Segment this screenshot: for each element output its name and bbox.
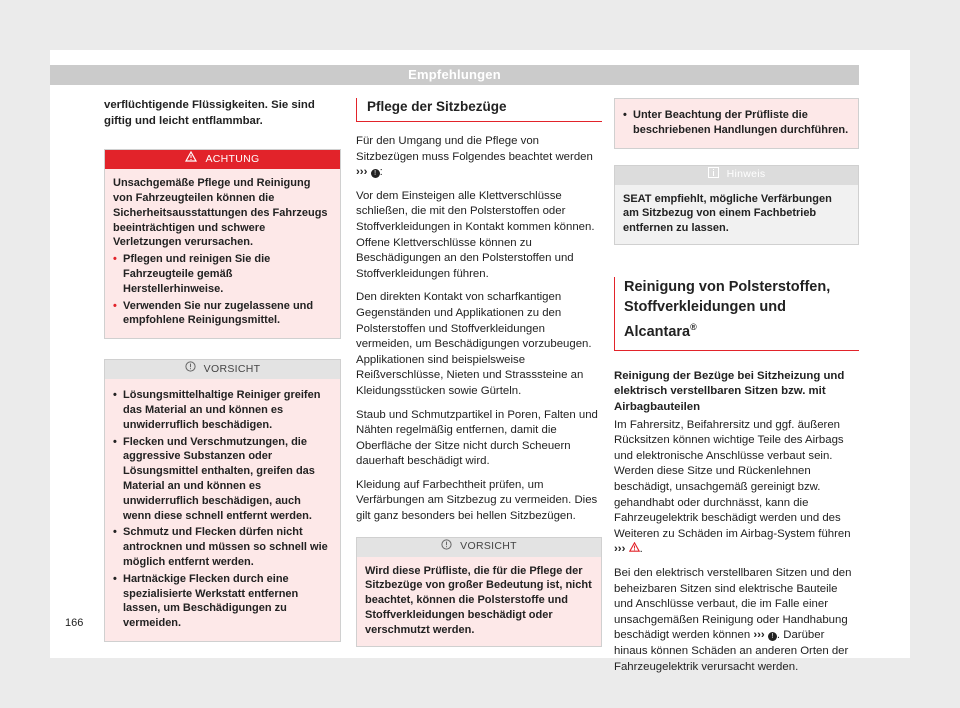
note-box <box>614 165 859 245</box>
list-item: • Flecken und Verschmutzungen, die aggressive Substanzen oder Lösungsmittel enthalten, greifen das Material an und können es unwiderruflich beschädigen, auch wenn diese schnell entfernt werden. <box>113 435 315 522</box>
paragraph: Vor dem Einsteigen alle Klettverschlüsse schließen, die mit den Polsterstoffen oder Stoffverkleidungen in Kontakt kommen können. Offene Klettverschlüsse können zu Beschädigungen an den Polsterstoffen und Stoffverkleidungen führen. <box>356 189 595 280</box>
bullet-box <box>614 98 859 149</box>
note-header <box>615 166 858 185</box>
caution-title: VORSICHT <box>203 362 261 375</box>
paragraph: Für den Umgang und die Pflege von Sitzbezügen muss Folgendes beachtet werden ››› ! : <box>356 135 593 179</box>
caution-box <box>356 537 602 647</box>
section-heading: Reinigung von Polsterstoffen, Stoffverkleidungen und Alcantara® <box>614 277 859 351</box>
note-title: Hinweis <box>726 168 766 181</box>
subheading: Reinigung der Bezüge bei Sitzheizung und elektrisch verstellbaren Sitzen bzw. mit Airbagbauteilen <box>614 369 845 413</box>
paragraph: Kleidung auf Farbechtheit prüfen, um Verfärbungen am Sitzbezug zu vermeiden. Dies gilt ganz besonders bei hellen Sitzbezügen. <box>356 478 598 523</box>
list-item: • Pflegen und reinigen Sie die Fahrzeugteile gemäß Herstellerhinweise. <box>113 253 271 295</box>
warning-header <box>105 150 340 169</box>
intro-text: verflüchtigende Flüssigkeiten. Sie sind giftig und leicht entflammbar. <box>104 99 315 127</box>
note-body: SEAT empfiehlt, mögliche Verfärbungen am Sitzbezug von einem Fachbetrieb entfernen zu lassen. <box>615 185 858 244</box>
caution-circle-icon <box>185 361 196 378</box>
page-header: Empfehlungen <box>50 65 859 85</box>
caution-title: VORSICHT <box>460 540 517 553</box>
warning-body <box>105 169 340 338</box>
reference-icon: ! <box>768 632 777 641</box>
bullet-box-body <box>615 99 858 148</box>
column-2 <box>356 98 602 661</box>
section-heading: Pflege der Sitzbezüge <box>356 98 602 122</box>
list-item: • Schmutz und Flecken dürfen nicht antrocknen und müssen so schnell wie möglich entfernt werden. <box>113 526 328 568</box>
list-item: • Verwenden Sie nur zugelassene und empfohlene Reinigungsmittel. <box>113 299 314 327</box>
reference-icon: ! <box>371 169 380 178</box>
page-number: 166 <box>65 617 84 629</box>
warning-triangle-icon <box>185 151 197 168</box>
paragraph: Bei den elektrisch verstellbaren Sitzen und den beheizbaren Sitzen sind elektrische Bauteile und Anschlüsse verbaut, die im Falle einer unsachgemäßen Reinigung oder Handhabung beschädigt werden können ››› ! . Darüber hinaus können Schäden an anderen Orten der Fahrzeugelektrik verursacht werden. <box>614 566 852 673</box>
warning-box <box>104 149 341 339</box>
column-1 <box>104 98 341 656</box>
paragraph: Staub und Schmutzpartikel in Poren, Falten und Nähten regelmäßig entfernen, damit die Oberfläche der Sitze nicht durch Scheuern dauerhaft beschädigt wird. <box>356 408 598 468</box>
warning-text: Unsachgemäße Pflege und Reinigung von Fahrzeugteilen können die Sicherheitsausstattungen des Fahrzeugs beeinträchtigen und schwere Verletzungen verursachen. <box>113 177 328 249</box>
list-item: • Hartnäckige Flecken durch eine spezialisierte Werkstatt entfernen lassen, um Beschädigungen zu vermeiden. <box>113 572 299 630</box>
list-item: • Unter Beachtung der Prüfliste die beschriebenen Handlungen durchführen. <box>623 109 849 136</box>
warning-title: ACHTUNG <box>205 152 260 165</box>
warning-triangle-icon <box>629 543 640 555</box>
caution-body: Wird diese Prüfliste, die für die Pflege der Sitzbezüge von großer Bedeutung ist, nicht beachtet, können die Polsterstoffe und Stoffverkleidungen beschädigt oder verschmutzt werden. <box>357 557 601 646</box>
caution-header <box>357 538 601 557</box>
caution-body <box>105 379 340 641</box>
info-icon <box>708 167 719 184</box>
column-3 <box>614 98 859 683</box>
caution-header <box>105 360 340 379</box>
caution-circle-icon <box>441 539 452 556</box>
paragraph: Im Fahrersitz, Beifahrersitz und ggf. äußeren Rücksitzen können wichtige Teile des Airbags und elektronische Anschlüsse verbaut sein. Werden diese Sitze und Rückenlehnen beschädigt, unsachgemäß gereinigt bzw. gehandhabt oder durchnässt, kann die Fahrzeugelektrik beschädigt werden und des Weiteren zu Schäden im Airbag-System führen ››› . <box>614 418 851 556</box>
paragraph: Den direkten Kontakt von scharfkantigen Gegenständen und Applikationen zu den Polsterstoffen und Stoffverkleidungen vermeiden, um Beschädigungen vorzubeugen. Applikationen sind beispielsweise Reißverschlüsse, Nieten und Strasssteine an Kleidungsstücken sowie Gürteln. <box>356 291 592 397</box>
list-item: • Lösungsmittelhaltige Reiniger greifen das Material an und können es unwiderruflich beschädigen. <box>113 389 321 431</box>
caution-box <box>104 359 341 642</box>
